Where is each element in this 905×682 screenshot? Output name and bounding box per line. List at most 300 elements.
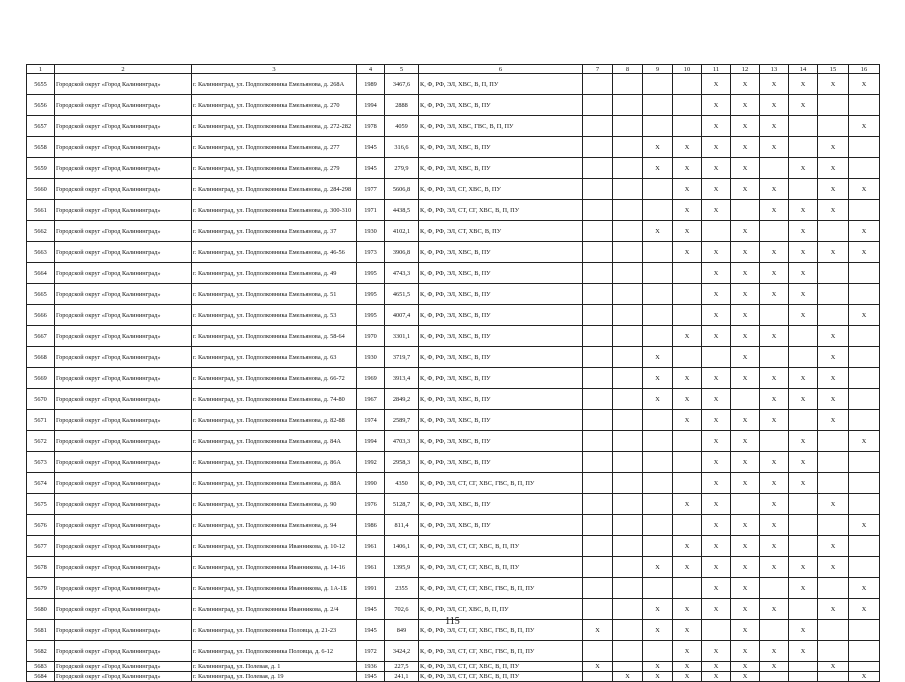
- year-cell: 1992: [357, 452, 385, 473]
- address-cell: г. Калининград, ул. Подполковника Емельянова, д. 66-72: [192, 368, 357, 389]
- mark-cell: X: [702, 116, 731, 137]
- address-cell: г. Калининград, ул. Подполковника Емельянова, д. 58-64: [192, 326, 357, 347]
- mark-cell: X: [702, 263, 731, 284]
- mark-cell: X: [731, 305, 760, 326]
- mark-cell: [583, 536, 613, 557]
- mark-cell: X: [702, 515, 731, 536]
- mark-cell: X: [731, 347, 760, 368]
- mark-cell: X: [702, 305, 731, 326]
- mark-cell: [613, 74, 643, 95]
- mark-cell: [613, 137, 643, 158]
- municipality-cell: Городской округ «Город Калининград»: [55, 242, 192, 263]
- mark-cell: [673, 116, 702, 137]
- mark-cell: X: [818, 200, 849, 221]
- row-number-cell: 5681: [27, 620, 55, 641]
- year-cell: 1945: [357, 620, 385, 641]
- works-cell: К, Ф, РФ, ЭЛ, ХВС, В, ПУ: [419, 389, 583, 410]
- mark-cell: [643, 74, 673, 95]
- mark-cell: X: [643, 599, 673, 620]
- mark-cell: [731, 494, 760, 515]
- mark-cell: X: [760, 641, 789, 662]
- mark-cell: [613, 242, 643, 263]
- mark-cell: [673, 74, 702, 95]
- year-cell: 1969: [357, 368, 385, 389]
- table-row: [27, 137, 880, 158]
- mark-cell: X: [731, 158, 760, 179]
- address-cell: г. Калининград, ул. Подполковника Емельянова, д. 88А: [192, 473, 357, 494]
- table-row: [27, 557, 880, 578]
- table-row: [27, 662, 880, 672]
- row-number-cell: 5662: [27, 221, 55, 242]
- mark-cell: [789, 672, 818, 682]
- mark-cell: X: [643, 672, 673, 682]
- mark-cell: [849, 641, 880, 662]
- row-number-cell: 5670: [27, 389, 55, 410]
- column-number-cell: 6: [419, 65, 583, 74]
- mark-cell: [789, 179, 818, 200]
- mark-cell: [849, 557, 880, 578]
- mark-cell: X: [789, 263, 818, 284]
- area-cell: 702,6: [385, 599, 419, 620]
- mark-cell: [818, 221, 849, 242]
- mark-cell: X: [702, 368, 731, 389]
- area-cell: 811,4: [385, 515, 419, 536]
- mark-cell: X: [760, 557, 789, 578]
- area-cell: 316,6: [385, 137, 419, 158]
- works-cell: К, Ф, РФ, ЭЛ, ХВС, В, ПУ: [419, 242, 583, 263]
- mark-cell: X: [789, 200, 818, 221]
- mark-cell: X: [789, 620, 818, 641]
- mark-cell: X: [731, 662, 760, 672]
- mark-cell: [849, 326, 880, 347]
- mark-cell: X: [818, 389, 849, 410]
- municipality-cell: Городской округ «Город Калининград»: [55, 74, 192, 95]
- year-cell: 1936: [357, 662, 385, 672]
- mark-cell: X: [702, 452, 731, 473]
- mark-cell: [849, 284, 880, 305]
- area-cell: 4743,3: [385, 263, 419, 284]
- column-number-cell: 2: [55, 65, 192, 74]
- works-cell: К, Ф, РФ, ЭЛ, ХВС, В, ПУ: [419, 95, 583, 116]
- address-cell: г. Калининград, ул. Подполковника Емельянова, д. 74-80: [192, 389, 357, 410]
- row-number-cell: 5680: [27, 599, 55, 620]
- area-cell: 5128,7: [385, 494, 419, 515]
- year-cell: 1945: [357, 158, 385, 179]
- mark-cell: X: [849, 599, 880, 620]
- mark-cell: X: [789, 368, 818, 389]
- mark-cell: [673, 431, 702, 452]
- mark-cell: X: [702, 599, 731, 620]
- mark-cell: [673, 473, 702, 494]
- mark-cell: X: [849, 305, 880, 326]
- mark-cell: [583, 95, 613, 116]
- mark-cell: [818, 641, 849, 662]
- works-cell: К, Ф, РФ, ЭЛ, СТ, ХВС, В, ПУ: [419, 221, 583, 242]
- works-cell: К, Ф, РФ, ЭЛ, СТ, СГ, ХВС, ГВС, В, П, ПУ: [419, 620, 583, 641]
- column-number-cell: 1: [27, 65, 55, 74]
- mark-cell: X: [789, 158, 818, 179]
- mark-cell: X: [760, 179, 789, 200]
- mark-cell: X: [643, 221, 673, 242]
- mark-cell: X: [673, 200, 702, 221]
- municipality-cell: Городской округ «Город Калининград»: [55, 578, 192, 599]
- mark-cell: [643, 116, 673, 137]
- works-cell: К, Ф, РФ, ЭЛ, ХВС, В, ПУ: [419, 137, 583, 158]
- area-cell: 3719,7: [385, 347, 419, 368]
- address-cell: г. Калининград, ул. Подполковника Емельянова, д. 300-310: [192, 200, 357, 221]
- mark-cell: [643, 578, 673, 599]
- mark-cell: X: [731, 536, 760, 557]
- mark-cell: [789, 137, 818, 158]
- mark-cell: [643, 515, 673, 536]
- municipality-cell: Городской округ «Город Калининград»: [55, 494, 192, 515]
- mark-cell: [583, 641, 613, 662]
- works-cell: К, Ф, РФ, ЭЛ, ХВС, В, П, ПУ: [419, 74, 583, 95]
- mark-cell: [583, 431, 613, 452]
- table-row: [27, 368, 880, 389]
- mark-cell: X: [702, 95, 731, 116]
- mark-cell: [613, 221, 643, 242]
- mark-cell: [583, 452, 613, 473]
- address-cell: г. Калининград, ул. Подполковника Емельянова, д. 279: [192, 158, 357, 179]
- area-cell: 279,9: [385, 158, 419, 179]
- mark-cell: X: [789, 641, 818, 662]
- area-cell: 2355: [385, 578, 419, 599]
- mark-cell: X: [760, 242, 789, 263]
- municipality-cell: Городской округ «Город Калининград»: [55, 326, 192, 347]
- mark-cell: [613, 368, 643, 389]
- mark-cell: [760, 305, 789, 326]
- mark-cell: X: [731, 452, 760, 473]
- mark-cell: X: [849, 431, 880, 452]
- mark-cell: [583, 284, 613, 305]
- mark-cell: X: [789, 242, 818, 263]
- table-row: [27, 326, 880, 347]
- mark-cell: [760, 578, 789, 599]
- mark-cell: [849, 662, 880, 672]
- mark-cell: X: [731, 95, 760, 116]
- mark-cell: X: [613, 672, 643, 682]
- works-cell: К, Ф, РФ, ЭЛ, СТ, СГ, ХВС, ГВС, В, П, ПУ: [419, 473, 583, 494]
- area-cell: 241,1: [385, 672, 419, 682]
- area-cell: 4438,5: [385, 200, 419, 221]
- mark-cell: X: [731, 473, 760, 494]
- mark-cell: [849, 494, 880, 515]
- mark-cell: X: [702, 179, 731, 200]
- works-cell: К, Ф, РФ, ЭЛ, ХВС, В, ПУ: [419, 452, 583, 473]
- mark-cell: [613, 494, 643, 515]
- row-number-cell: 5684: [27, 672, 55, 682]
- mark-cell: X: [673, 662, 702, 672]
- mark-cell: [583, 200, 613, 221]
- row-number-cell: 5675: [27, 494, 55, 515]
- mark-cell: [818, 95, 849, 116]
- table-row: [27, 672, 880, 682]
- mark-cell: X: [643, 347, 673, 368]
- address-cell: г. Калининград, ул. Подполковника Емельянова, д. 53: [192, 305, 357, 326]
- mark-cell: X: [702, 473, 731, 494]
- mark-cell: X: [731, 179, 760, 200]
- address-cell: г. Калининград, ул. Полевая, д. 1: [192, 662, 357, 672]
- mark-cell: X: [731, 242, 760, 263]
- mark-cell: X: [702, 672, 731, 682]
- mark-cell: [613, 284, 643, 305]
- mark-cell: [849, 263, 880, 284]
- mark-cell: [849, 137, 880, 158]
- register-table: [26, 64, 880, 682]
- mark-cell: [760, 221, 789, 242]
- works-cell: К, Ф, РФ, ЭЛ, СТ, СГ, ХВС, В, П, ПУ: [419, 672, 583, 682]
- mark-cell: X: [760, 95, 789, 116]
- address-cell: г. Калининград, ул. Подполковника Половца, д. 21-23: [192, 620, 357, 641]
- area-cell: 3913,4: [385, 368, 419, 389]
- mark-cell: [789, 515, 818, 536]
- mark-cell: X: [731, 431, 760, 452]
- works-cell: К, Ф, РФ, ЭЛ, ХВС, В, ПУ: [419, 284, 583, 305]
- row-number-cell: 5660: [27, 179, 55, 200]
- mark-cell: [818, 515, 849, 536]
- mark-cell: X: [702, 410, 731, 431]
- mark-cell: [849, 389, 880, 410]
- mark-cell: X: [643, 368, 673, 389]
- mark-cell: [673, 515, 702, 536]
- mark-cell: [643, 200, 673, 221]
- works-cell: К, Ф, РФ, ЭЛ, СТ, СГ, ХВС, ГВС, В, П, ПУ: [419, 578, 583, 599]
- municipality-cell: Городской округ «Город Калининград»: [55, 305, 192, 326]
- column-number-cell: 14: [789, 65, 818, 74]
- mark-cell: [760, 431, 789, 452]
- column-number-cell: 12: [731, 65, 760, 74]
- mark-cell: [643, 242, 673, 263]
- mark-cell: X: [731, 599, 760, 620]
- mark-cell: [613, 347, 643, 368]
- row-number-cell: 5673: [27, 452, 55, 473]
- mark-cell: [673, 263, 702, 284]
- table-row: [27, 347, 880, 368]
- year-cell: 1995: [357, 305, 385, 326]
- mark-cell: X: [818, 158, 849, 179]
- address-cell: г. Калининград, ул. Подполковника Емельянова, д. 84А: [192, 431, 357, 452]
- mark-cell: [818, 452, 849, 473]
- mark-cell: [702, 221, 731, 242]
- mark-cell: [849, 95, 880, 116]
- works-cell: К, Ф, РФ, ЭЛ, СТ, СГ, ХВС, ГВС, В, П, ПУ: [419, 641, 583, 662]
- mark-cell: [760, 347, 789, 368]
- mark-cell: X: [731, 672, 760, 682]
- mark-cell: X: [789, 578, 818, 599]
- works-cell: К, Ф, РФ, ЭЛ, ХВС, В, ПУ: [419, 431, 583, 452]
- mark-cell: [673, 452, 702, 473]
- mark-cell: X: [818, 599, 849, 620]
- area-cell: 849: [385, 620, 419, 641]
- mark-cell: [849, 473, 880, 494]
- mark-cell: X: [702, 326, 731, 347]
- municipality-cell: Городской округ «Город Калининград»: [55, 389, 192, 410]
- year-cell: 1973: [357, 242, 385, 263]
- mark-cell: X: [818, 242, 849, 263]
- address-cell: г. Калининград, ул. Подполковника Иванникова, д. 1А-1Б: [192, 578, 357, 599]
- mark-cell: [583, 389, 613, 410]
- mark-cell: [643, 473, 673, 494]
- works-cell: К, Ф, РФ, ЭЛ, ХВС, В, ПУ: [419, 410, 583, 431]
- works-cell: К, Ф, РФ, ЭЛ, ХВС, В, ПУ: [419, 515, 583, 536]
- mark-cell: X: [702, 200, 731, 221]
- area-cell: 4651,5: [385, 284, 419, 305]
- mark-cell: [613, 200, 643, 221]
- municipality-cell: Городской округ «Город Калининград»: [55, 158, 192, 179]
- mark-cell: [613, 641, 643, 662]
- mark-cell: X: [731, 578, 760, 599]
- row-number-cell: 5674: [27, 473, 55, 494]
- mark-cell: X: [702, 536, 731, 557]
- mark-cell: X: [731, 515, 760, 536]
- table-row: [27, 452, 880, 473]
- municipality-cell: Городской округ «Город Калининград»: [55, 410, 192, 431]
- works-cell: К, Ф, РФ, ЭЛ, ХВС, В, ПУ: [419, 494, 583, 515]
- table-body: [27, 65, 880, 682]
- mark-cell: X: [731, 326, 760, 347]
- year-cell: 1989: [357, 74, 385, 95]
- mark-cell: X: [849, 242, 880, 263]
- mark-cell: X: [643, 662, 673, 672]
- mark-cell: X: [760, 326, 789, 347]
- municipality-cell: Городской округ «Город Калининград»: [55, 200, 192, 221]
- address-cell: г. Калининград, ул. Подполковника Иванникова, д. 10-12: [192, 536, 357, 557]
- works-cell: К, Ф, РФ, ЭЛ, ХВС, В, ПУ: [419, 326, 583, 347]
- mark-cell: X: [702, 557, 731, 578]
- mark-cell: X: [702, 662, 731, 672]
- municipality-cell: Городской округ «Город Калининград»: [55, 452, 192, 473]
- mark-cell: X: [849, 672, 880, 682]
- mark-cell: [818, 431, 849, 452]
- table-row: [27, 74, 880, 95]
- mark-cell: X: [789, 284, 818, 305]
- mark-cell: X: [849, 179, 880, 200]
- mark-cell: X: [760, 494, 789, 515]
- row-number-cell: 5667: [27, 326, 55, 347]
- mark-cell: [789, 410, 818, 431]
- works-cell: К, Ф, РФ, ЭЛ, СТ, СГ, ХВС, В, П, ПУ: [419, 557, 583, 578]
- mark-cell: X: [789, 305, 818, 326]
- mark-cell: [613, 452, 643, 473]
- mark-cell: X: [673, 179, 702, 200]
- row-number-cell: 5677: [27, 536, 55, 557]
- mark-cell: X: [818, 179, 849, 200]
- mark-cell: X: [731, 221, 760, 242]
- mark-cell: X: [818, 662, 849, 672]
- mark-cell: X: [583, 620, 613, 641]
- mark-cell: [613, 536, 643, 557]
- mark-cell: X: [789, 389, 818, 410]
- mark-cell: [673, 284, 702, 305]
- mark-cell: X: [789, 557, 818, 578]
- row-number-cell: 5655: [27, 74, 55, 95]
- address-cell: г. Калининград, ул. Подполковника Емельянова, д. 49: [192, 263, 357, 284]
- row-number-cell: 5663: [27, 242, 55, 263]
- mark-cell: [613, 179, 643, 200]
- mark-cell: X: [702, 431, 731, 452]
- area-cell: 1406,1: [385, 536, 419, 557]
- year-cell: 1994: [357, 95, 385, 116]
- column-number-cell: 4: [357, 65, 385, 74]
- municipality-cell: Городской округ «Город Калининград»: [55, 536, 192, 557]
- municipality-cell: Городской округ «Город Калининград»: [55, 473, 192, 494]
- mark-cell: [583, 410, 613, 431]
- mark-cell: X: [818, 410, 849, 431]
- mark-cell: X: [673, 158, 702, 179]
- row-number-cell: 5672: [27, 431, 55, 452]
- mark-cell: [673, 95, 702, 116]
- mark-cell: [583, 221, 613, 242]
- mark-cell: [583, 242, 613, 263]
- mark-cell: [613, 95, 643, 116]
- mark-cell: X: [731, 74, 760, 95]
- mark-cell: [643, 536, 673, 557]
- column-number-cell: 5: [385, 65, 419, 74]
- mark-cell: X: [789, 221, 818, 242]
- address-cell: г. Калининград, ул. Подполковника Емельянова, д. 94: [192, 515, 357, 536]
- row-number-cell: 5659: [27, 158, 55, 179]
- mark-cell: [760, 158, 789, 179]
- mark-cell: [583, 116, 613, 137]
- year-cell: 1994: [357, 431, 385, 452]
- row-number-cell: 5657: [27, 116, 55, 137]
- mark-cell: [613, 431, 643, 452]
- mark-cell: X: [702, 284, 731, 305]
- mark-cell: [643, 494, 673, 515]
- mark-cell: [583, 74, 613, 95]
- year-cell: 1995: [357, 284, 385, 305]
- column-number-cell: 7: [583, 65, 613, 74]
- year-cell: 1945: [357, 672, 385, 682]
- year-cell: 1995: [357, 263, 385, 284]
- mark-cell: [818, 305, 849, 326]
- mark-cell: [583, 515, 613, 536]
- mark-cell: [613, 662, 643, 672]
- municipality-cell: Городской округ «Город Калининград»: [55, 116, 192, 137]
- mark-cell: X: [643, 137, 673, 158]
- mark-cell: [673, 578, 702, 599]
- mark-cell: X: [789, 74, 818, 95]
- row-number-cell: 5679: [27, 578, 55, 599]
- mark-cell: X: [731, 263, 760, 284]
- mark-cell: X: [818, 74, 849, 95]
- mark-cell: [643, 431, 673, 452]
- mark-cell: X: [760, 536, 789, 557]
- area-cell: 3467,6: [385, 74, 419, 95]
- mark-cell: [613, 326, 643, 347]
- table-row: [27, 515, 880, 536]
- year-cell: 1976: [357, 494, 385, 515]
- mark-cell: [613, 473, 643, 494]
- year-cell: 1986: [357, 515, 385, 536]
- area-cell: 2888: [385, 95, 419, 116]
- mark-cell: [613, 410, 643, 431]
- mark-cell: [583, 494, 613, 515]
- row-number-cell: 5664: [27, 263, 55, 284]
- mark-cell: [789, 326, 818, 347]
- table-row: [27, 389, 880, 410]
- mark-cell: X: [731, 410, 760, 431]
- mark-cell: [818, 672, 849, 682]
- area-cell: 4059: [385, 116, 419, 137]
- mark-cell: X: [849, 578, 880, 599]
- mark-cell: [673, 347, 702, 368]
- mark-cell: X: [760, 116, 789, 137]
- works-cell: К, Ф, РФ, ЭЛ, СТ, СГ, ХВС, В, П, ПУ: [419, 200, 583, 221]
- mark-cell: X: [849, 74, 880, 95]
- row-number-cell: 5665: [27, 284, 55, 305]
